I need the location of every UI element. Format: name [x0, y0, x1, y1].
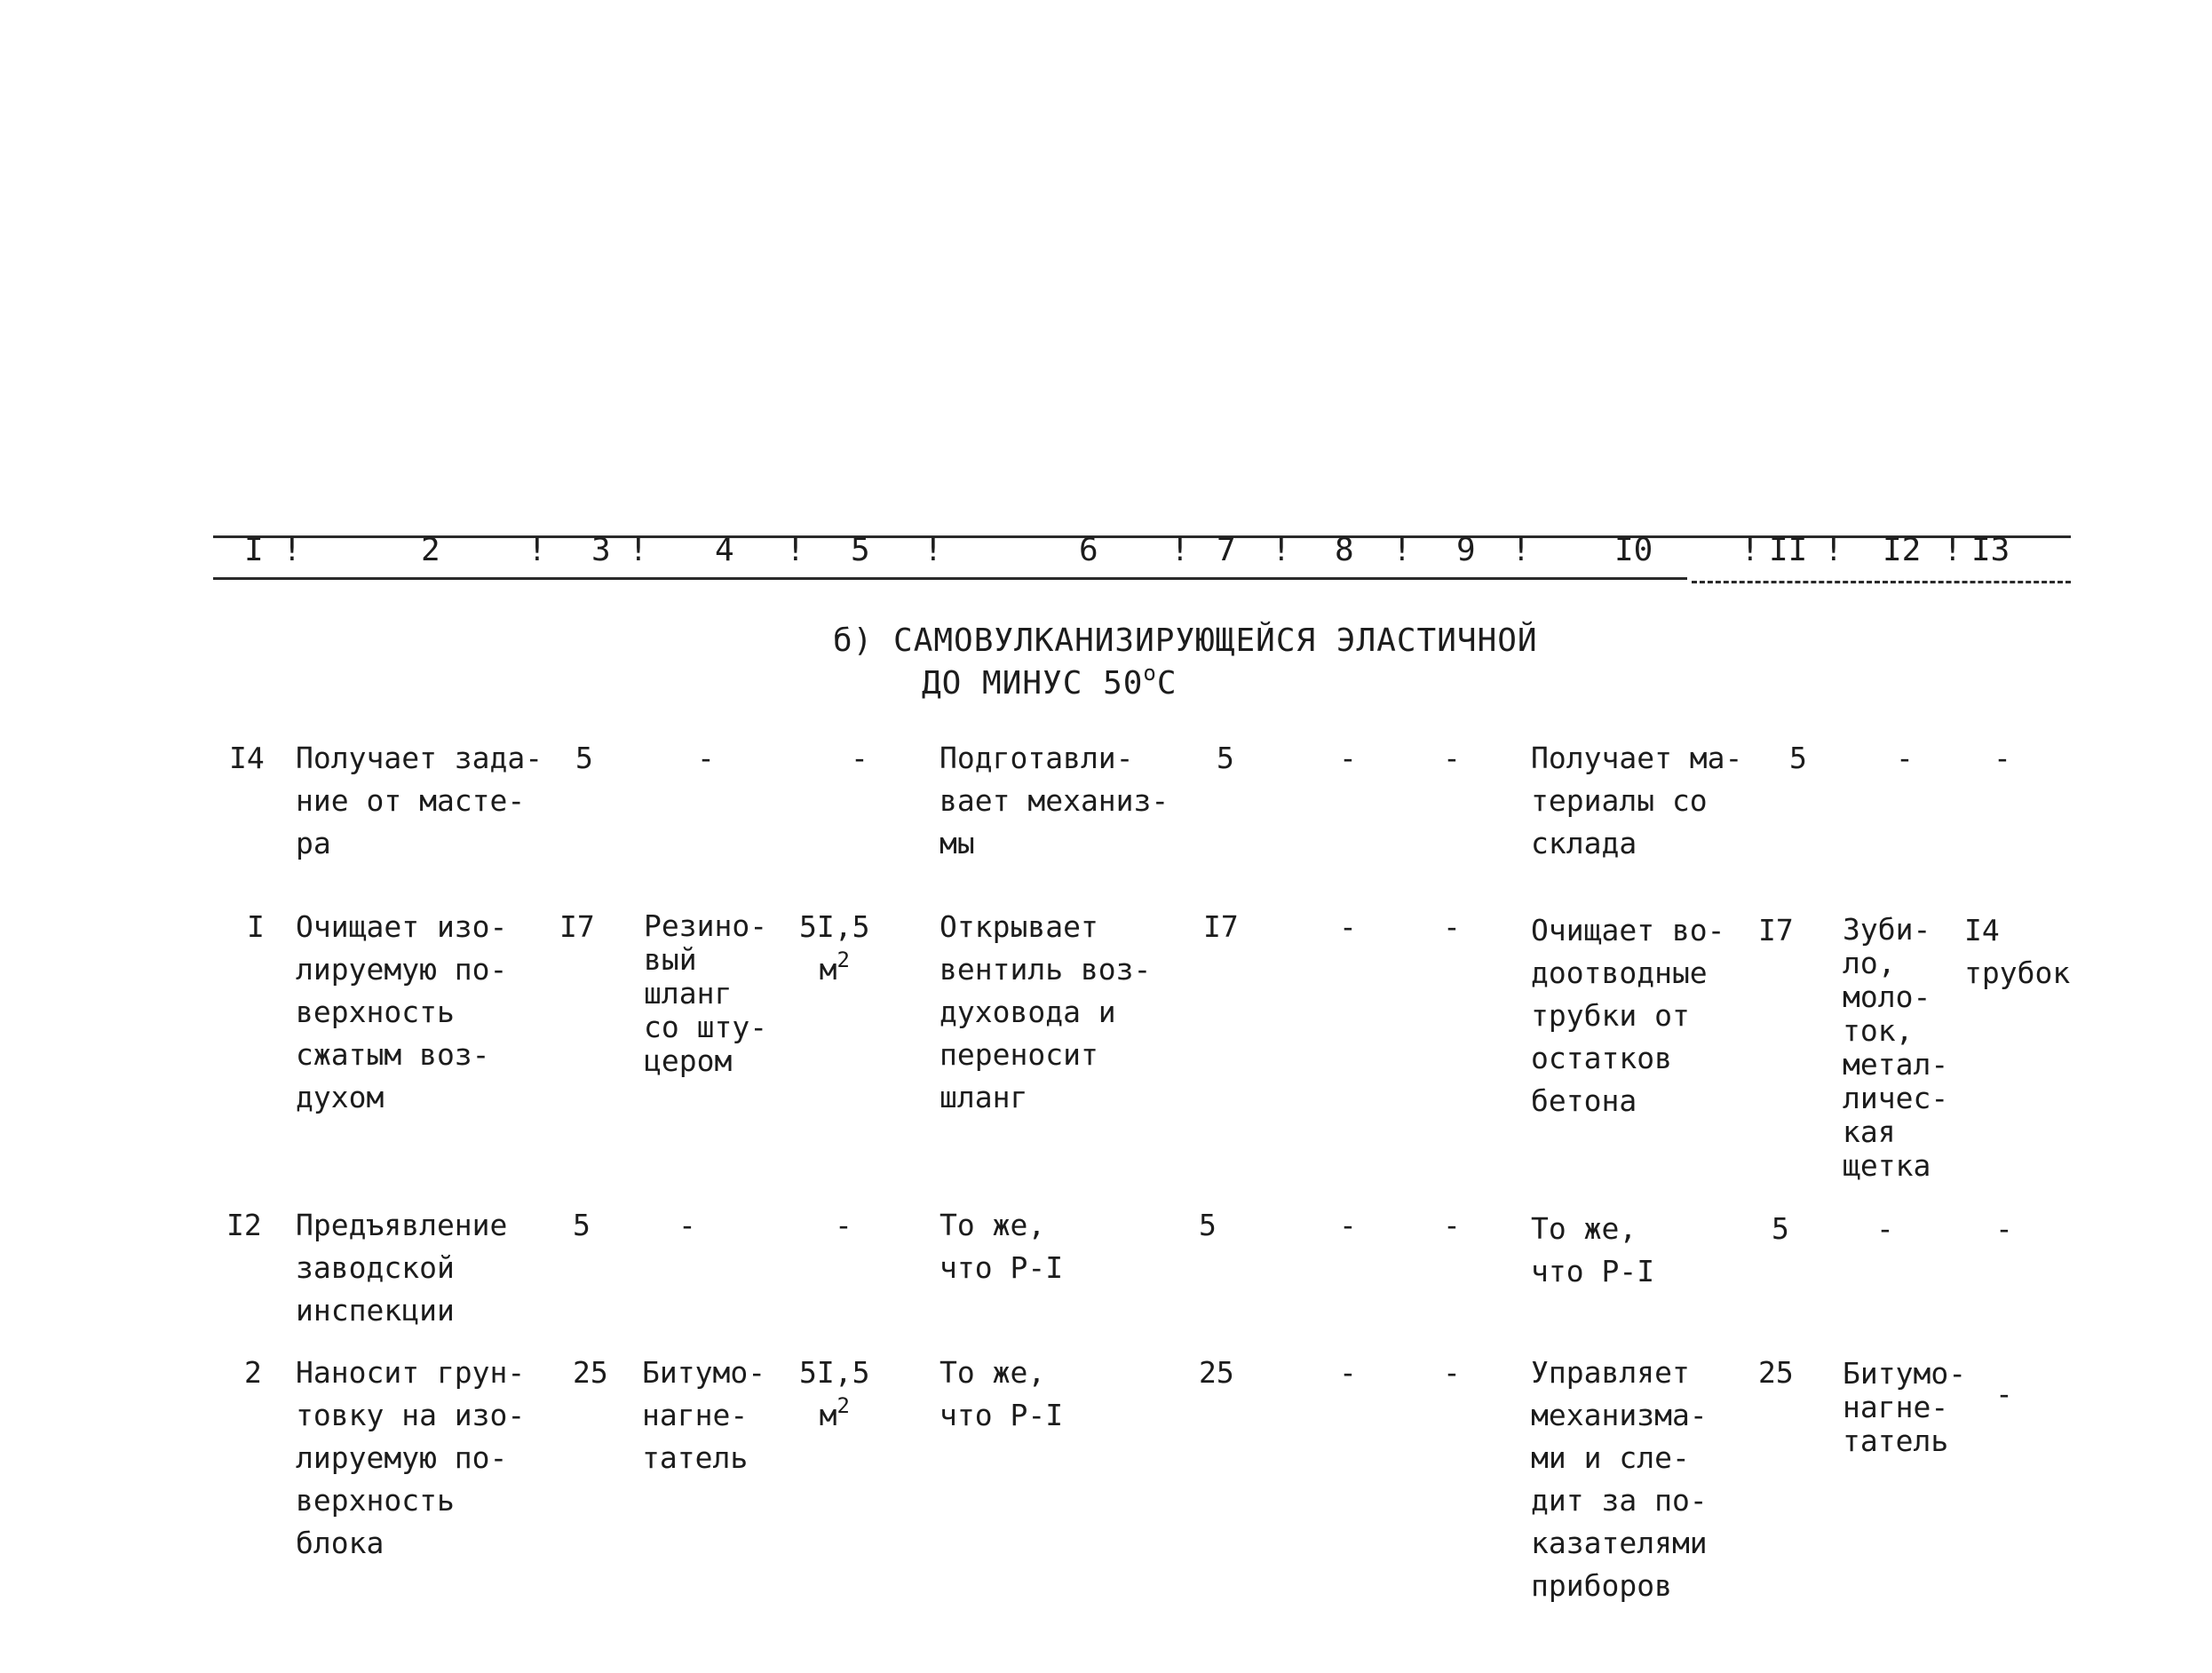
table-row-1-col-8: -	[1339, 741, 1357, 775]
header-col-10: I0	[1614, 532, 1653, 568]
header-separator: !	[924, 532, 943, 568]
table-row-3-col-3: 5	[573, 1208, 591, 1242]
table-row-2-col-10: Очищает во- доотводные трубки от остатков бетона	[1531, 913, 1725, 1118]
table-row-4-col-6: То же, что Р-I	[940, 1355, 1064, 1432]
table-row-1-col-3: 5	[575, 741, 593, 775]
table-row-4-col-1: 2	[244, 1355, 262, 1390]
table-row-4-col-12: Битумо- нагне- татель	[1843, 1356, 1967, 1458]
section-title-line2-prefix: ДО МИНУС 50	[922, 665, 1144, 702]
table-row-2-col-9: -	[1443, 909, 1461, 944]
table-row-2-col-2: Очищает изо- лируемую по- верхность сжатым воз- духом	[296, 909, 508, 1114]
header-separator: !	[629, 532, 648, 568]
table-row-4-col-9: -	[1443, 1355, 1461, 1390]
table-row-4-col-8: -	[1339, 1355, 1357, 1390]
section-title-line2	[922, 662, 1177, 705]
header-col-5: 5	[851, 532, 870, 568]
table-row-4-col-7: 25	[1199, 1355, 1234, 1390]
area-unit-exponent: 2	[836, 1393, 850, 1418]
table-row-2-col-11: I7	[1758, 913, 1794, 948]
table-row-3-col-2: Предъявление заводской инспекции	[296, 1208, 508, 1328]
header-bottom-rule	[213, 577, 1687, 580]
header-separator: !	[1740, 532, 1760, 568]
table-row-1-col-12: -	[1896, 741, 1914, 775]
table-row-2-col-4: Резино- вый шланг со шту- цером	[644, 908, 768, 1078]
table-row-3-col-9: -	[1443, 1208, 1461, 1242]
header-col-9: 9	[1456, 532, 1476, 568]
table-row-2-col-5	[799, 906, 869, 991]
header-col-4: 4	[715, 532, 734, 568]
area-value: 5I,5	[799, 909, 870, 944]
table-row-3-col-10: То же, что Р-I	[1531, 1211, 1655, 1288]
header-col-12: I2	[1883, 532, 1922, 568]
area-unit-exponent: 2	[836, 948, 850, 972]
table-row-2-col-7: I7	[1203, 909, 1239, 944]
table-row-2-col-6: Открывает вентиль воз- духовода и переносит шланг	[940, 909, 1152, 1114]
header-col-11: II	[1769, 532, 1808, 568]
table-row-1-col-9: -	[1443, 741, 1461, 775]
table-row-1-col-4: -	[697, 741, 715, 775]
table-row-1-col-1: I4	[229, 741, 265, 775]
table-row-1-col-2: Получает зада- ние от масте- ра	[296, 741, 543, 860]
header-separator: !	[1824, 532, 1843, 568]
table-row-3-col-6: То же, что Р-I	[940, 1208, 1064, 1285]
table-row-2-col-3: I7	[559, 909, 595, 944]
table-row-4-col-4: Битумо- нагне- татель	[642, 1355, 766, 1475]
section-title-line2-suffix: С	[1156, 665, 1177, 702]
area-value: 5I,5	[799, 1355, 870, 1390]
header-col-8: 8	[1335, 532, 1354, 568]
area-unit: м	[819, 952, 837, 987]
table-row-4-col-10: Управляет механизма- ми и сле- дит за по- казателями приборов	[1531, 1355, 1708, 1603]
table-row-1-col-6: Подготавли- вает механиз- мы	[940, 741, 1169, 860]
table-row-1-col-10: Получает ма- териалы со склада	[1531, 741, 1743, 860]
table-row-1-col-5: -	[851, 741, 868, 775]
table-row-2-col-12: Зуби- ло, моло- ток, метал- личес- кая щетка	[1843, 912, 1949, 1183]
table-row-3-col-8: -	[1339, 1208, 1357, 1242]
table-row-1-col-7: 5	[1217, 741, 1234, 775]
header-col-1: I	[244, 532, 264, 568]
table-row-2-col-1: I	[247, 909, 265, 944]
header-separator: !	[527, 532, 547, 568]
header-col-7: 7	[1217, 532, 1236, 568]
header-separator: !	[1511, 532, 1531, 568]
header-separator: !	[786, 532, 805, 568]
table-row-2-col-8: -	[1339, 909, 1357, 944]
table-row-4-col-11: 25	[1758, 1355, 1794, 1390]
table-row-3-col-12: -	[1876, 1211, 1894, 1246]
table-row-3-col-7: 5	[1199, 1208, 1217, 1242]
section-title-line1: б) САМОВУЛКАНИЗИРУЮЩЕЙСЯ ЭЛАСТИЧНОЙ	[833, 622, 1538, 659]
header-separator: !	[1272, 532, 1291, 568]
table-row-3-col-13: -	[1995, 1211, 2013, 1246]
header-separator: !	[1170, 532, 1190, 568]
header-col-2: 2	[421, 532, 440, 568]
table-row-3-col-11: 5	[1772, 1211, 1789, 1246]
table-row-2-col-13: I4 трубок	[1964, 913, 2071, 990]
table-row-4-col-13: -	[1995, 1376, 2013, 1411]
header-col-6: 6	[1079, 532, 1098, 568]
header-col-13: I3	[1971, 532, 2010, 568]
table-row-3-col-1: I2	[226, 1208, 262, 1242]
header-col-3: 3	[591, 532, 611, 568]
header-separator: !	[1943, 532, 1962, 568]
table-row-1-col-13: -	[1994, 741, 2011, 775]
degree-mark: o	[1143, 661, 1157, 686]
table-row-4-col-2: Наносит грун- товку на изо- лируемую по- верхность блока	[296, 1355, 526, 1560]
table-row-1-col-11: 5	[1789, 741, 1807, 775]
header-separator: !	[282, 532, 302, 568]
header-bottom-rule-dashed	[1692, 581, 2071, 583]
table-row-4-col-3: 25	[573, 1355, 608, 1390]
table-row-4-col-5	[799, 1352, 869, 1437]
table-row-3-col-5: -	[835, 1208, 852, 1242]
header-separator: !	[1392, 532, 1412, 568]
area-unit: м	[819, 1398, 837, 1432]
table-row-3-col-4: -	[678, 1208, 696, 1242]
